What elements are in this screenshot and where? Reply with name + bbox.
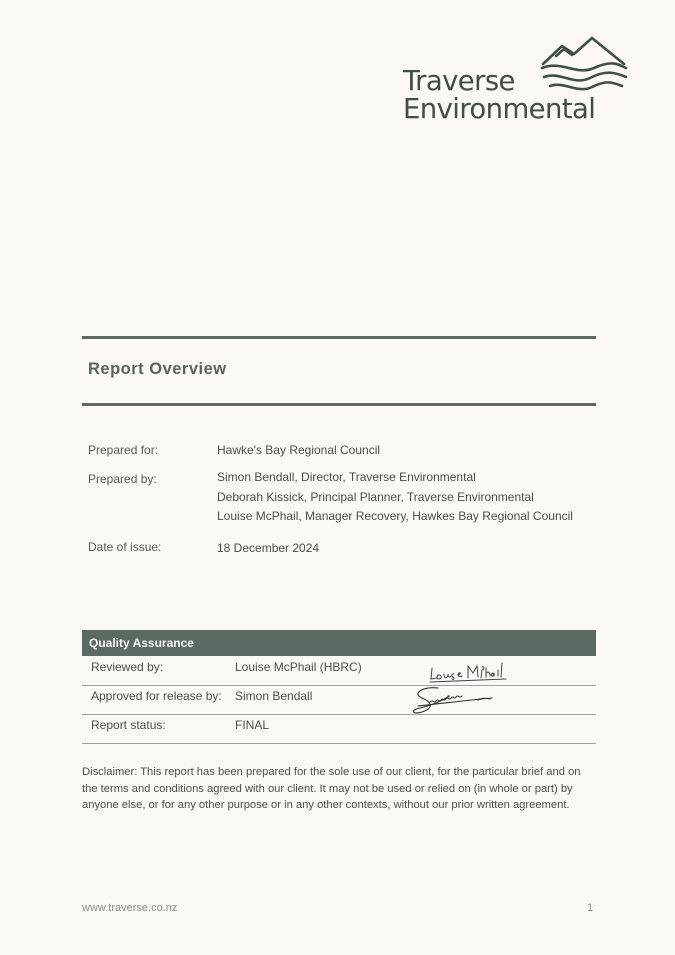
top-divider xyxy=(82,336,596,339)
qa-row-approved xyxy=(82,685,596,715)
company-logo xyxy=(400,34,630,130)
report-status-label: Report status: xyxy=(91,718,166,732)
prepared-by-list xyxy=(217,468,573,527)
reviewed-by-value: Louise McPhail (HBRC) xyxy=(235,660,362,674)
prepared-for-value: Hawke's Bay Regional Council xyxy=(217,443,381,457)
quality-assurance-title: Quality Assurance xyxy=(89,636,194,650)
preparer-name: Louise McPhail, Manager Recovery, Hawkes Bay Regional Council xyxy=(217,509,573,523)
preparer-name: Simon Bendall, Director, Traverse Environmental xyxy=(217,470,476,484)
logo-word-traverse: Traverse xyxy=(403,65,515,97)
logo-word-environmental: Environmental xyxy=(403,93,596,125)
preparer-name: Deborah Kissick, Principal Planner, Traverse Environmental xyxy=(217,489,534,504)
quality-assurance-header xyxy=(82,630,596,656)
section-title: Report Overview xyxy=(88,360,227,378)
reviewed-by-label: Reviewed by: xyxy=(91,660,164,674)
prepared-by-label: Prepared by: xyxy=(88,472,157,486)
qa-row-reviewed xyxy=(82,656,596,686)
page-number: 1 xyxy=(587,902,594,914)
footer-website: www.traverse.co.nz xyxy=(82,902,178,914)
approved-by-value: Simon Bendall xyxy=(235,689,313,703)
bottom-divider xyxy=(82,403,596,406)
approved-by-label: Approved for release by: xyxy=(91,689,222,703)
prepared-for-label: Prepared for: xyxy=(88,443,159,457)
disclaimer-text: Disclaimer: This report has been prepared for the sole use of our client, for the particular brief and on the terms and conditions agreed with our client. It may not be used or relied on (in whole or part) by anyone else, or for any other purpose or in any other contexts, without our prior written agreement. xyxy=(82,766,581,811)
report-status-value: FINAL xyxy=(235,718,270,732)
qa-row-status xyxy=(82,714,596,744)
mountain-lake-logo-icon xyxy=(540,34,630,96)
date-of-issue-value: 18 December 2024 xyxy=(217,541,320,555)
date-of-issue-label: Date of issue: xyxy=(88,540,162,554)
